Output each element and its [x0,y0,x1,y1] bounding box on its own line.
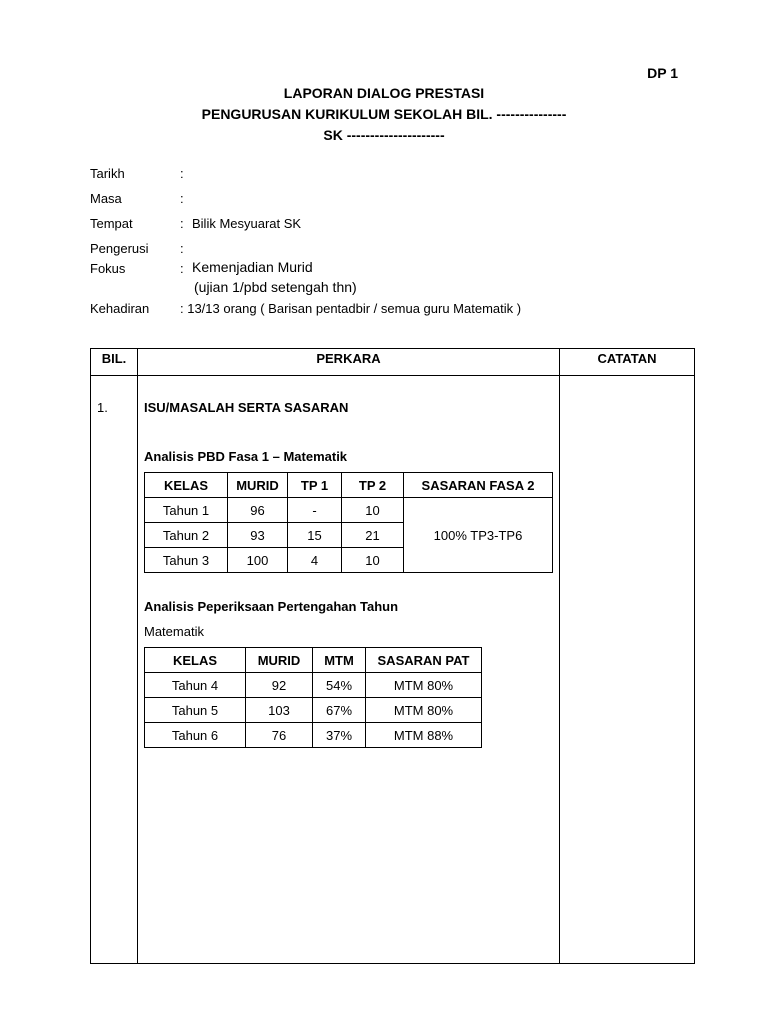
ppt-header-mtm: MTM [313,648,366,673]
ppt-header-murid: MURID [246,648,313,673]
pbd-header-murid: MURID [228,473,288,498]
ppt-subject: Matematik [144,624,204,639]
pbd-cell-tp2: 21 [342,523,404,548]
masa-label: Masa [90,191,122,206]
tarikh-label: Tarikh [90,166,125,181]
pbd-cell-kelas: Tahun 1 [145,498,228,523]
pbd-analysis-title: Analisis PBD Fasa 1 – Matematik [144,449,348,464]
ppt-cell-kelas: Tahun 6 [145,723,246,748]
title-line-2: PENGURUSAN KURIKULUM SEKOLAH BIL. --------------- [201,106,567,122]
header-catatan: CATATAN [597,351,657,366]
document-title-block [0,83,768,146]
table-row [145,673,482,698]
column-divider [137,349,138,963]
pbd-cell-murid: 100 [228,548,288,573]
ppt-cell-kelas: Tahun 5 [145,698,246,723]
title-line-3: SK --------------------- [323,127,445,143]
item-title: ISU/MASALAH SERTA SASARAN [144,400,349,415]
ppt-cell-sasaran: MTM 88% [366,723,482,748]
title-line-1: LAPORAN DIALOG PRESTASI [283,85,485,101]
colon: : [180,191,184,206]
colon: : [180,261,184,276]
pbd-cell-tp2: 10 [342,548,404,573]
pbd-cell-sasaran: 100% TP3-TP6 [404,498,553,573]
pbd-header-tp1: TP 1 [288,473,342,498]
ppt-analysis-title: Analisis Peperiksaan Pertengahan Tahun [144,599,399,614]
ppt-cell-sasaran: MTM 80% [366,698,482,723]
colon: : [180,216,184,231]
ppt-cell-mtm: 37% [313,723,366,748]
pbd-cell-tp1: - [288,498,342,523]
ppt-header-sasaran: SASARAN PAT [366,648,482,673]
pbd-cell-tp1: 4 [288,548,342,573]
fokus-label: Fokus [90,261,126,276]
pbd-header-tp2: TP 2 [342,473,404,498]
ppt-cell-kelas: Tahun 4 [145,673,246,698]
pbd-header-kelas: KELAS [145,473,228,498]
ppt-table [144,647,482,748]
pbd-cell-tp1: 15 [288,523,342,548]
ppt-cell-murid: 92 [246,673,313,698]
ppt-cell-mtm: 67% [313,698,366,723]
table-row [145,498,553,523]
pbd-cell-tp2: 10 [342,498,404,523]
kehadiran-label: Kehadiran [90,301,150,316]
pbd-cell-kelas: Tahun 2 [145,523,228,548]
pbd-header-sasaran: SASARAN FASA 2 [404,473,553,498]
pbd-cell-murid: 96 [228,498,288,523]
pbd-header-row [145,473,553,498]
ppt-cell-sasaran: MTM 80% [366,673,482,698]
ppt-cell-mtm: 54% [313,673,366,698]
colon: : [180,241,184,256]
ppt-cell-murid: 103 [246,698,313,723]
pengerusi-label: Pengerusi [90,241,149,256]
pbd-cell-murid: 93 [228,523,288,548]
pbd-table [144,472,553,573]
table-row [145,698,482,723]
ppt-header-row [145,648,482,673]
kehadiran-value: : 13/13 orang ( Barisan pentadbir / semua guru Matematik ) [180,301,522,316]
header-bil: BIL. [101,351,127,366]
document-code: DP 1 [647,65,678,81]
fokus-value-continued: (ujian 1/pbd setengah thn) [194,279,357,295]
ppt-cell-murid: 76 [246,723,313,748]
fokus-value: Kemenjadian Murid [192,259,313,275]
pbd-cell-kelas: Tahun 3 [145,548,228,573]
item-number: 1. [97,400,108,415]
table-row [145,723,482,748]
ppt-header-kelas: KELAS [145,648,246,673]
tempat-label: Tempat [90,216,133,231]
tempat-value: Bilik Mesyuarat SK [192,216,302,231]
colon: : [180,166,184,181]
column-divider [559,349,560,963]
header-perkara: PERKARA [316,351,381,366]
